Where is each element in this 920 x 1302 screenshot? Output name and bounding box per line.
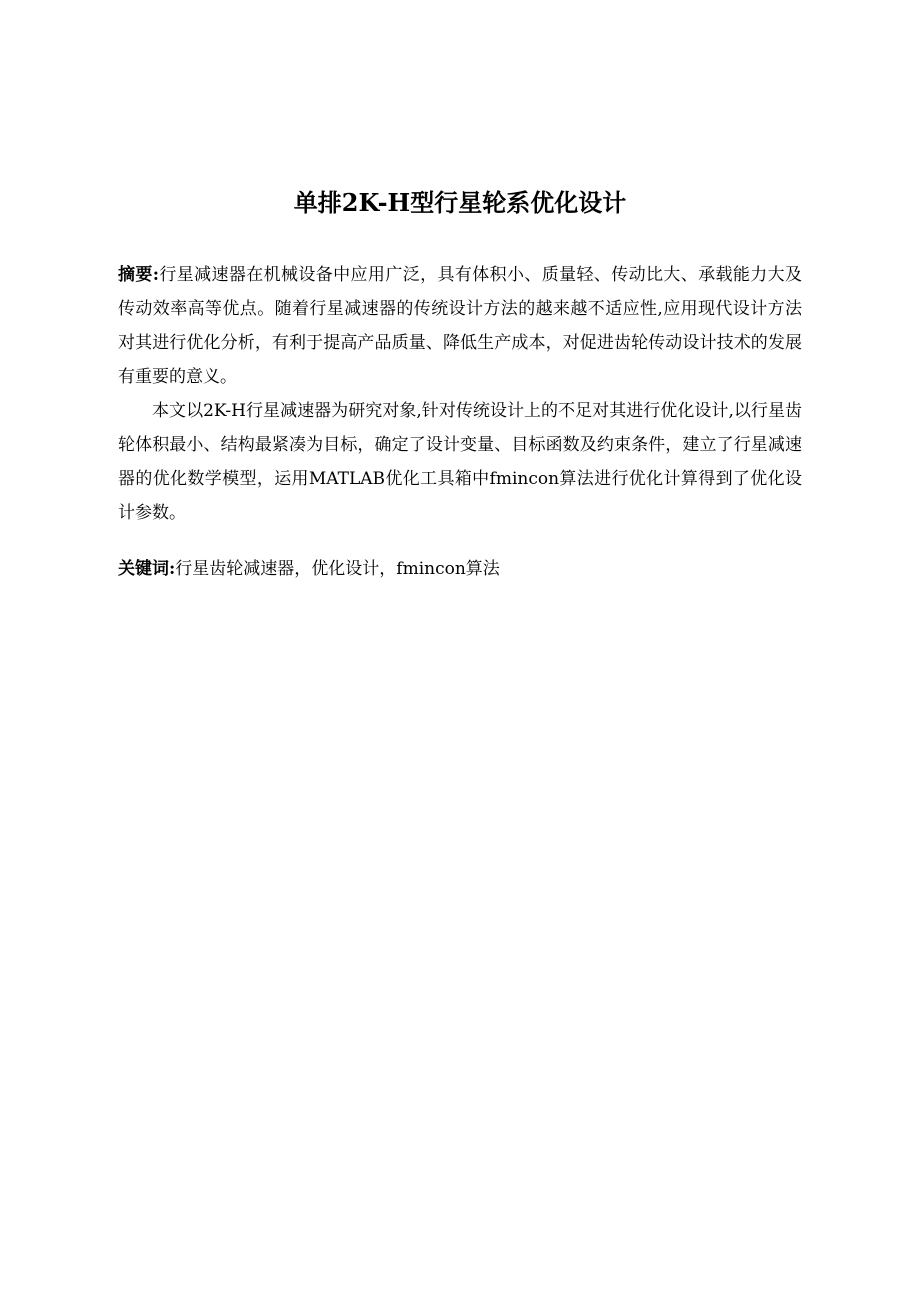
abstract-text-1: 行星减速器在机械设备中应用广泛，具有体积小、质量轻、传动比大、承载能力大及传动效率高等优点。随着行星减速器的传统设计方法的越来越不适应性,应用现代设计方法对其进行优化分析，有利于提高产品质量、降低生产成本，对促进齿轮传动设计技术的发展有重要的意义。: [118, 265, 802, 387]
keywords-line: [118, 552, 802, 586]
keywords-text: 行星齿轮减速器，优化设计，fmincon算法: [175, 559, 500, 579]
abstract-paragraph-2: 本文以2K-H行星减速器为研究对象,针对传统设计上的不足对其进行优化设计,以行星齿轮体积最小、结构最紧凑为目标，确定了设计变量、目标函数及约束条件，建立了行星减速器的优化数学模型，运用MATLAB优化工具箱中fmincon算法进行优化计算得到了优化设计参数。: [118, 401, 802, 523]
abstract-paragraph-1: [118, 258, 802, 394]
abstract-label: 摘要:: [118, 265, 160, 285]
keywords-label: 关键词:: [118, 559, 176, 579]
abstract-section: [118, 258, 802, 530]
paper-title: 单排2K-H型行星轮系优化设计: [293, 188, 627, 217]
